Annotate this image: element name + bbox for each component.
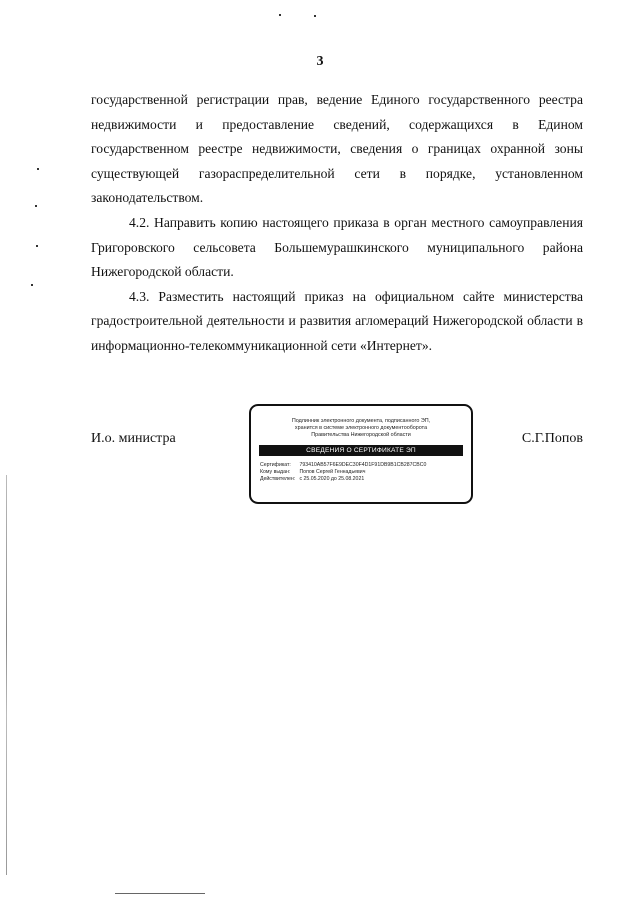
page-number: 3 xyxy=(316,54,324,69)
stamp-notice xyxy=(251,418,471,439)
stamp-valid-label: Действителен: xyxy=(260,475,296,482)
paragraph-4-2: 4.2. Направить копию настоящего приказа в орган местного самоуправления Григоровского сельсовета Большемурашкинского муниципального района Нижегородской области. xyxy=(91,214,583,280)
stamp-issued-to-value: Попов Сергей Геннадьевич xyxy=(299,468,366,475)
paragraph-4-3: 4.3. Разместить настоящий приказ на официальном сайте министерства градостроительной деятельности и развития агломераций Нижегородской области в информационно-телекоммуникационной сети «Интернет». xyxy=(91,288,583,353)
signatory-name: С.Г.Попов xyxy=(521,431,583,446)
stamp-notice-line: Правительства Нижегородской области xyxy=(311,432,411,438)
scan-edge-line xyxy=(6,475,7,875)
signatory-role: И.о. министра xyxy=(91,431,176,446)
scan-speck xyxy=(35,205,37,207)
scan-bottom-line xyxy=(115,893,205,894)
scan-speck xyxy=(314,15,316,17)
stamp-certificate-header: СВЕДЕНИЯ О СЕРТИФИКАТЕ ЭП xyxy=(259,445,463,456)
document-body xyxy=(91,88,583,359)
paragraph-continuation: государственной регистрации прав, ведение Единого государственного реестра недвижимости и предоставление сведений, содержащихся в Едином государственном реестре недвижимости, сведения о границах охранной зоны существующей газораспределительной сети в порядке, установленном законодательством. xyxy=(91,92,583,206)
stamp-certificate-label: Сертификат: xyxy=(260,462,291,468)
scan-speck xyxy=(31,284,33,286)
stamp-notice-line: хранится в системе электронного документооборота xyxy=(294,425,428,431)
stamp-issued-to-label: Кому выдан: xyxy=(260,468,291,475)
stamp-valid-row xyxy=(260,476,471,483)
scan-speck xyxy=(279,14,281,16)
stamp-notice-line: Подлинник электронного документа, подписанного ЭП, xyxy=(291,418,431,424)
stamp-issued-to-row xyxy=(260,469,471,476)
stamp-certificate-row xyxy=(260,462,471,469)
electronic-signature-stamp xyxy=(249,404,473,504)
scan-speck xyxy=(37,168,39,170)
scan-speck xyxy=(36,245,38,247)
stamp-details xyxy=(260,462,471,482)
stamp-valid-value: с 25.05.2020 до 25.08.2021 xyxy=(299,475,365,482)
stamp-certificate-value: 793410AB57F6E9DEC30F4D1F91DB9B1CB287CBC0 xyxy=(299,462,427,468)
